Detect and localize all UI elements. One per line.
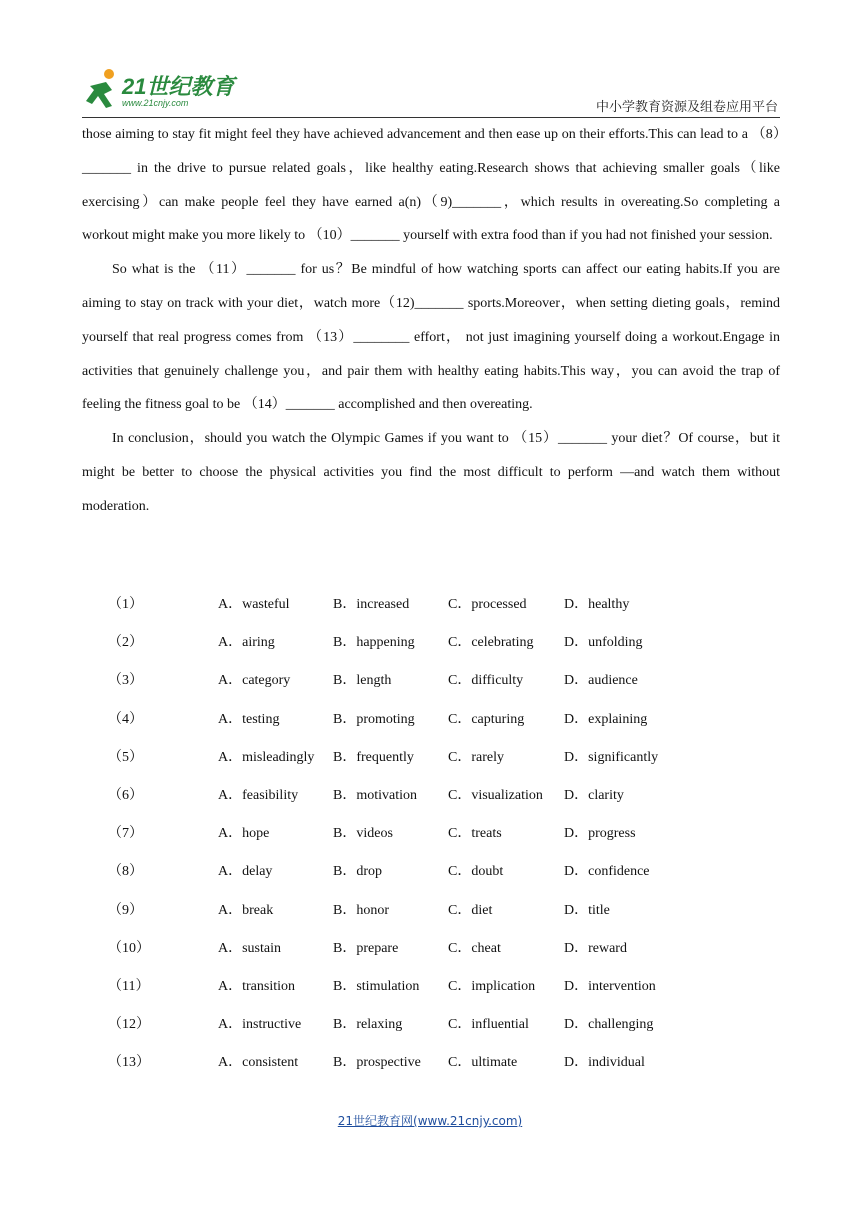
option-b: B．frequently xyxy=(333,749,414,765)
option-b: B．promoting xyxy=(333,711,415,727)
option-a: A．category xyxy=(218,673,291,689)
option-b: B．stimulation xyxy=(333,978,420,994)
question-number: （3） xyxy=(108,673,143,689)
question-number: （12） xyxy=(108,1017,150,1033)
option-a: A．hope xyxy=(218,826,270,842)
option-d: D．clarity xyxy=(564,787,624,803)
option-b: B．drop xyxy=(333,864,382,880)
runner-icon xyxy=(82,68,122,112)
option-b: B．prospective xyxy=(333,1055,421,1071)
option-d: D．reward xyxy=(564,940,627,956)
option-row xyxy=(108,784,780,822)
option-b: B．videos xyxy=(333,826,393,842)
option-b: B．prepare xyxy=(333,940,399,956)
option-a: A．break xyxy=(218,902,274,918)
option-row xyxy=(108,593,780,631)
footer-link[interactable]: 21世纪教育网(www.21cnjy.com) xyxy=(337,1114,523,1128)
option-row xyxy=(108,860,780,898)
passage-paragraph-2: So what is the （11）_______ for us？Be mindful of how watching sports can affect our eating habits.If you are aiming to stay on track with your diet，watch more（12)_______ sports.Moreover，when setting dieting goals，remind yourself that real progress comes from （13）________ effort， not just imagining yourself doing a workout.Engage in activities that genuinely challenge you，and pair them with healthy eating habits.This way，you can avoid the trap of feeling the fitness goal to be （14）_______ accomplished and then overeating. xyxy=(82,262,780,413)
option-c: C．diet xyxy=(448,902,493,918)
option-d: D．explaining xyxy=(564,711,648,727)
option-d: D．significantly xyxy=(564,749,659,765)
option-b: B．relaxing xyxy=(333,1017,403,1033)
site-logo[interactable] xyxy=(82,68,262,118)
option-row xyxy=(108,937,780,975)
option-d: D．unfolding xyxy=(564,635,643,651)
option-c: C．celebrating xyxy=(448,635,534,651)
option-c: C．processed xyxy=(448,597,527,612)
option-a: A．instructive xyxy=(218,1017,302,1033)
option-row xyxy=(108,1051,780,1089)
question-number: （4） xyxy=(108,711,143,727)
option-a: A．wasteful xyxy=(218,597,290,612)
option-a: A．testing xyxy=(218,711,280,727)
option-row xyxy=(108,1013,780,1051)
answer-options xyxy=(108,593,780,1089)
option-row xyxy=(108,899,780,937)
header-tagline: 中小学教育资源及组卷应用平台 xyxy=(595,100,778,115)
question-number: （10） xyxy=(108,940,150,956)
option-d: D．progress xyxy=(564,826,636,842)
option-d: D．confidence xyxy=(564,864,650,880)
option-a: A．sustain xyxy=(218,940,281,956)
option-a: A．transition xyxy=(218,978,295,994)
option-c: C．ultimate xyxy=(448,1055,518,1071)
option-a: A．consistent xyxy=(218,1055,299,1071)
question-number: （13） xyxy=(108,1055,150,1071)
page-header xyxy=(82,64,780,118)
option-row xyxy=(108,708,780,746)
option-b: B．increased xyxy=(333,597,410,612)
option-c: C．rarely xyxy=(448,749,504,765)
option-b: B．honor xyxy=(333,902,389,918)
question-number: （2） xyxy=(108,635,143,651)
option-row xyxy=(108,975,780,1013)
option-d: D．audience xyxy=(564,673,638,689)
option-c: C．cheat xyxy=(448,940,501,956)
logo-url: www.21cnjy.com xyxy=(122,98,189,108)
option-a: A．misleadingly xyxy=(218,749,315,765)
logo-text: 21世纪教育 xyxy=(122,74,235,99)
option-row xyxy=(108,631,780,669)
option-d: D．individual xyxy=(564,1055,645,1071)
passage-paragraph-1: those aiming to stay fit might feel they have achieved advancement and then ease up on their efforts.This can lead to a （8）_______ in the drive to pursue related goals，like healthy eating.Research shows that achieving smaller goals（like exercising）can make people feel they have earned a(n)（9)_______，which results in overeating.So completing a workout might make you more likely to （10）_______ yourself with extra food than if you had not finished your session. xyxy=(82,127,780,244)
option-c: C．doubt xyxy=(448,864,504,880)
option-d: D．challenging xyxy=(564,1017,654,1033)
option-b: B．happening xyxy=(333,635,415,651)
option-c: C．visualization xyxy=(448,787,543,803)
option-b: B．length xyxy=(333,673,392,689)
option-d: D．intervention xyxy=(564,978,656,994)
option-c: C．treats xyxy=(448,826,502,842)
passage-paragraph-3: In conclusion，should you watch the Olympic Games if you want to （15）_______ your diet？Of course，but it might be better to choose the physical activities you find the most difficult to perform —and watch them without moderation. xyxy=(82,431,780,514)
option-d: D．healthy xyxy=(564,597,630,612)
option-c: C．influential xyxy=(448,1017,529,1033)
option-a: A．delay xyxy=(218,864,273,880)
question-number: （5） xyxy=(108,749,143,765)
option-row xyxy=(108,669,780,707)
option-a: A．airing xyxy=(218,635,275,651)
option-c: C．capturing xyxy=(448,711,525,727)
passage xyxy=(82,118,780,524)
option-c: C．difficulty xyxy=(448,673,524,689)
option-c: C．implication xyxy=(448,978,536,994)
option-row xyxy=(108,822,780,860)
option-b: B．motivation xyxy=(333,787,417,803)
question-number: （1） xyxy=(108,597,143,612)
question-number: （9） xyxy=(108,902,143,918)
question-number: （7） xyxy=(108,826,143,842)
question-number: （11） xyxy=(108,978,150,994)
option-a: A．feasibility xyxy=(218,787,299,803)
option-row xyxy=(108,746,780,784)
question-number: （6） xyxy=(108,787,143,803)
question-number: （8） xyxy=(108,864,143,880)
option-d: D．title xyxy=(564,902,610,918)
